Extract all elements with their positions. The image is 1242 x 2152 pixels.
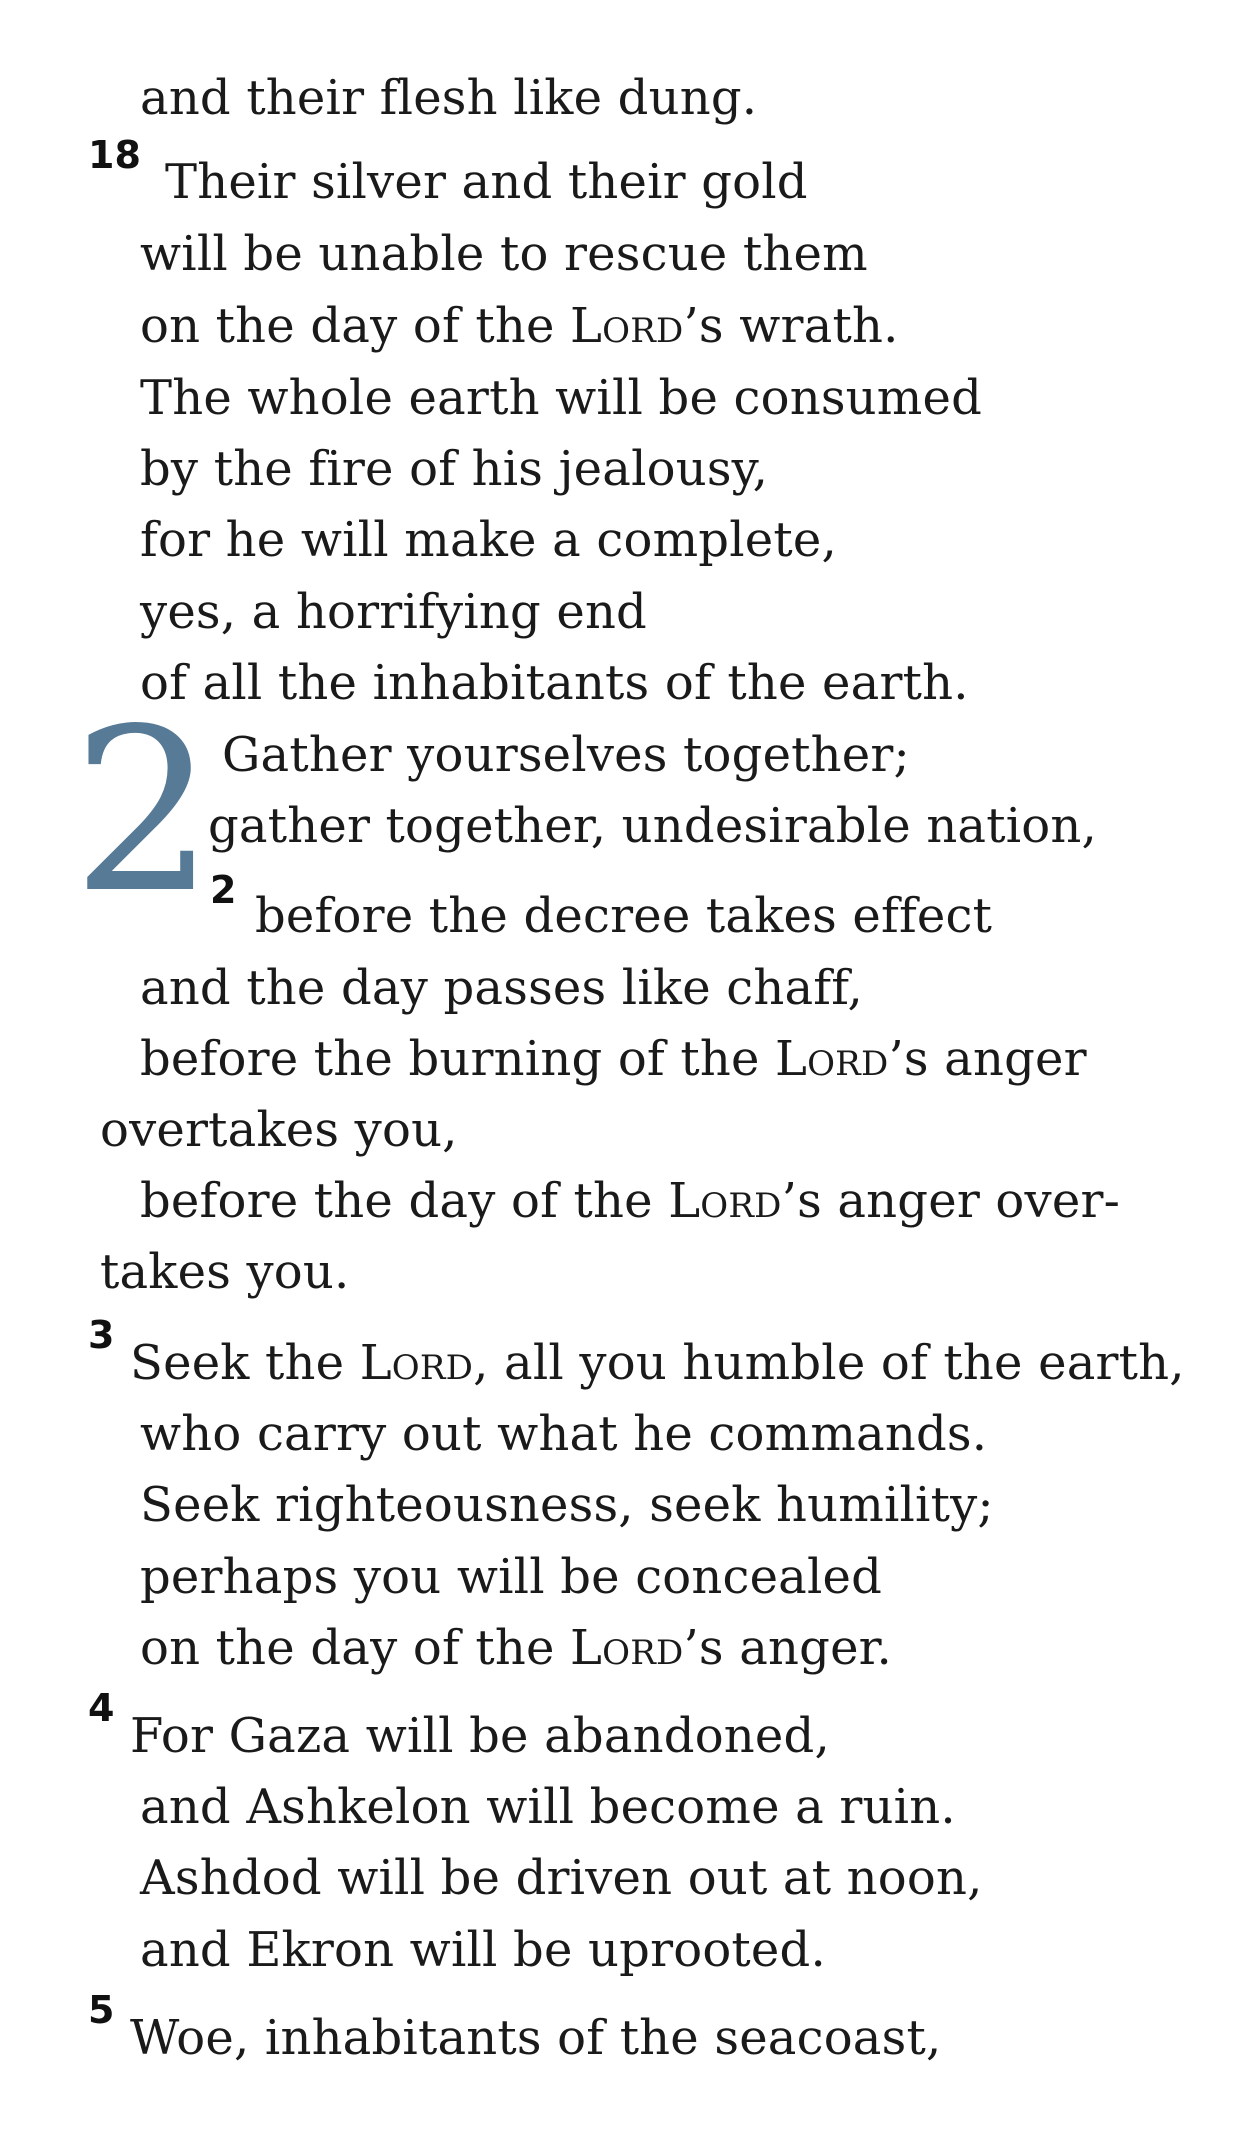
text-line: and their flesh like dung. (140, 70, 758, 126)
divine-name: Lord (775, 1031, 889, 1087)
text-line: before the day of the Lord’s anger over- (140, 1173, 1121, 1229)
text-line: takes you. (100, 1244, 350, 1300)
verse-number-18[interactable]: 18 (88, 133, 141, 177)
text-line: on the day of the Lord’s anger. (140, 1620, 893, 1676)
text-line: will be unable to rescue them (140, 226, 868, 282)
divine-name: Lord (668, 1173, 782, 1229)
text-line: before the decree takes effect (255, 888, 993, 944)
text-line: yes, a horrifying end (140, 584, 647, 640)
text-line: before the burning of the Lord’s anger (140, 1031, 1087, 1087)
text-line: for he will make a complete, (140, 512, 837, 568)
text-line: The whole earth will be consumed (140, 370, 983, 426)
text-line: Seek the Lord, all you humble of the earth, (130, 1335, 1185, 1391)
divine-name: Lord (359, 1335, 474, 1391)
verse-number-4[interactable]: 4 (88, 1686, 115, 1730)
text-line: and Ekron will be uprooted. (140, 1922, 826, 1978)
divine-name: Lord (570, 1620, 684, 1676)
verse-number-2[interactable]: 2 (210, 868, 237, 912)
text-line: and Ashkelon will become a ruin. (140, 1779, 956, 1835)
text-line: overtakes you, (100, 1102, 458, 1158)
verse-number-3[interactable]: 3 (88, 1313, 115, 1357)
text-line: perhaps you will be concealed (140, 1549, 883, 1605)
text-line: on the day of the Lord’s wrath. (140, 298, 899, 354)
text-line: Seek righteousness, seek humility; (140, 1477, 994, 1533)
text-line: Gather yourselves together; (222, 727, 910, 783)
text-line: of all the inhabitants of the earth. (140, 655, 969, 711)
verse-number-5[interactable]: 5 (88, 1988, 115, 2032)
text-line: Woe, inhabitants of the seacoast, (130, 2010, 942, 2066)
text-line: by the fire of his jealousy, (140, 441, 769, 497)
text-line: Their silver and their gold (165, 154, 808, 210)
text-line: who carry out what he commands. (140, 1406, 988, 1462)
chapter-number[interactable]: 2 (72, 681, 216, 943)
text-line: and the day passes like chaff, (140, 960, 863, 1016)
text-line: gather together, undesirable nation, (208, 798, 1097, 854)
text-line: For Gaza will be abandoned, (130, 1708, 830, 1764)
divine-name: Lord (570, 298, 684, 354)
text-line: Ashdod will be driven out at noon, (140, 1850, 983, 1906)
